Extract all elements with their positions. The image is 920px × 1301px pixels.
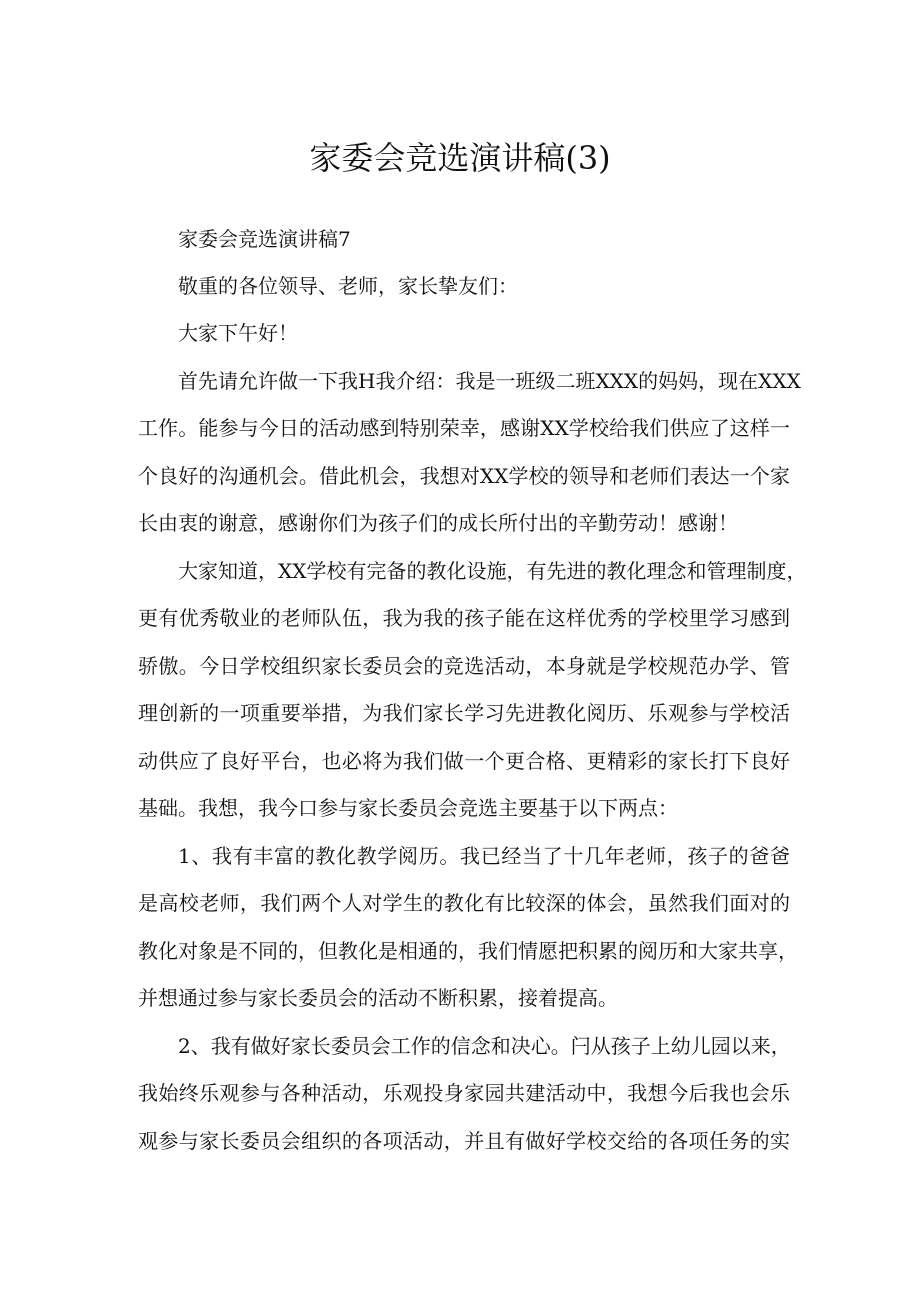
point-1-line-1: 1、我有丰富的教化教学阅历。我已经当了十几年老师，孩子的爸爸 <box>178 844 790 868</box>
paragraph-2-line-5: 动供应了良好平台，也必将为我们做一个更合格、更精彩的家长打下良好 <box>138 749 790 773</box>
point-2-line-1: 2、我有做好家长委员会工作的信念和决心。闩从孩子上幼儿园以来， <box>178 1034 791 1058</box>
greeting-line: 大家下午好！ <box>178 321 298 345</box>
paragraph-2-line-3: 骄傲。今日学校组织家长委员会的竞选活动，本身就是学校规范办学、管 <box>138 654 790 678</box>
paragraph-2-line-6: 基础。我想，我今口参与家长委员会竞选主要基于以下两点： <box>138 796 678 820</box>
document-title: 家委会竞选演讲稿(3) <box>309 139 611 177</box>
point-1-line-3: 教化对象是不同的，但教化是相通的，我们情愿把积累的阅历和大家共享， <box>138 939 798 963</box>
paragraph-1-line-2: 工作。能参与今日的活动感到特别荣幸，感谢XX学校给我们供应了这样一 <box>138 416 790 440</box>
paragraph-2-line-4: 理创新的一项重要举措，为我们家长学习先进教化阅历、乐观参与学校活 <box>138 701 790 725</box>
paragraph-2-line-2: 更有优秀敬业的老师队伍，我为我的孩子能在这样优秀的学校里学习感到 <box>138 606 790 630</box>
subtitle-line: 家委会竞选演讲稿7 <box>178 227 351 251</box>
paragraph-1-line-3: 个良好的沟通机会。借此机会，我想对XX学校的领导和老师们表达一个家 <box>138 464 790 488</box>
paragraph-1-line-4: 长由衷的谢意，感谢你们为孩子们的成长所付出的辛勤劳动！感谢！ <box>138 511 738 535</box>
salutation-line: 敬重的各位领导、老师，家长挚友们： <box>178 274 518 298</box>
point-1-line-2: 是高校老师，我们两个人对学生的教化有比较深的体会，虽然我们面对的 <box>138 891 790 915</box>
paragraph-1-line-1: 首先请允许做一下我H我介绍：我是一班级二班XXX的妈妈，现在XXX <box>178 369 801 393</box>
point-2-line-2: 我始终乐观参与各种活动，乐观投身家园共建活动中，我想今后我也会乐 <box>138 1081 790 1105</box>
point-1-line-4: 并想通过参与家长委员会的活动不断积累，接着提高。 <box>138 986 618 1010</box>
paragraph-2-line-1: 大家知道，XX学校有完备的教化设施，有先进的教化理念和管理制度， <box>178 559 807 583</box>
point-2-line-3: 观参与家长委员会组织的各项活动，并且有做好学校交给的各项任务的实 <box>138 1129 790 1153</box>
